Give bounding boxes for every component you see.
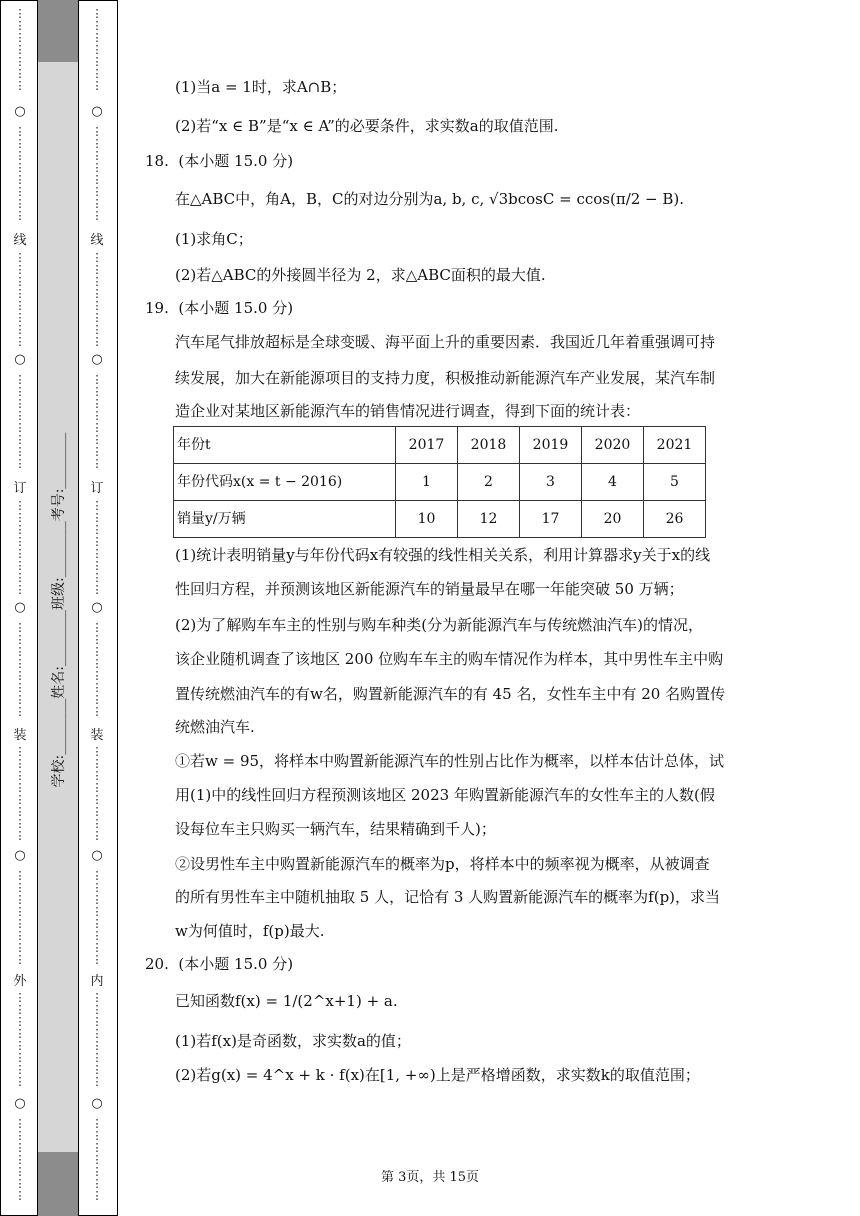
binding-mark-wai: 外 [13,974,27,989]
dotted-line: ⋮ ⋮ ⋮ ⋮ ⋮ ⋮ ⋮ [91,1118,103,1202]
q19-part2-line: 置传统燃油汽车的有w名，购置新能源汽车的有 45 名，女性车主中有 20 名购置传 [175,685,726,703]
table-cell: 2 [458,464,520,501]
q20-part2: (2)若g(x) = 4^x + k · f(x)在[1, +∞)上是严格增函数，求实数k的取值范围； [175,1066,700,1084]
table-cell: 3 [520,464,582,501]
q19-score: (本小题 15.0 分) [178,299,294,317]
circle-mark: ○ [14,848,26,863]
table-cell: 12 [458,501,520,538]
table-cell: 20 [582,501,644,538]
table-cell: 4 [582,464,644,501]
q19-num: 19. [145,299,169,317]
q19-part1-line: 性回归方程，并预测该地区新能源汽车的销量最早在哪一年能突破 50 万辆； [175,580,684,598]
binding-mark-zhuang: 装 [90,728,104,743]
row-label-year: 年份t [174,427,396,464]
q19-stem-line: 造企业对某地区新能源汽车的销售情况进行调查，得到下面的统计表： [175,402,641,420]
q20-num: 20. [145,955,169,973]
dotted-line: ⋮ ⋮ ⋮ ⋮ ⋮ ⋮ ⋮ ⋮ [91,746,103,842]
q18-number [145,150,293,172]
q19-stem-line: 续发展，加大在新能源项目的支持力度，积极推动新能源汽车产业发展，某汽车制 [175,369,716,387]
dotted-line: ⋮ ⋮ ⋮ ⋮ ⋮ ⋮ ⋮ ⋮ [91,500,103,596]
q18-part1: (1)求角C； [175,230,253,248]
dotted-line: ⋮ ⋮ ⋮ ⋮ ⋮ ⋮ ⋮ ⋮ [14,374,26,470]
page-footer: 第 3页，共 15页 [380,1170,480,1185]
q18-stem: 在△ABC中，角A，B，C的对边分别为a, b, c, √3bcosC = ccos(π/2 − B). [175,190,685,208]
binding-mark-xian: 线 [90,233,104,248]
circle-mark: ○ [14,352,26,367]
dotted-line: ⋮ ⋮ ⋮ ⋮ ⋮ ⋮ ⋮ ⋮ [14,500,26,596]
row-label-sales: 销量y/万辆 [174,501,396,538]
q18-score: (本小题 15.0 分) [178,152,294,170]
dotted-line: ⋮ ⋮ ⋮ ⋮ ⋮ ⋮ ⋮ ⋮ [14,126,26,222]
dotted-line: ⋮ ⋮ ⋮ ⋮ ⋮ ⋮ ⋮ ⋮ [91,992,103,1088]
dotted-line: ⋮ ⋮ ⋮ ⋮ ⋮ ⋮ ⋮ ⋮ [91,252,103,348]
circle-mark: ○ [14,1096,26,1111]
q19-sub2-line: w为何值时，f(p)最大. [175,922,325,940]
dotted-line: ⋮ ⋮ ⋮ ⋮ ⋮ ⋮ ⋮ ⋮ [14,992,26,1088]
binding-mark-nei: 内 [90,974,104,989]
right-dash-strip [78,0,116,1216]
circle-mark: ○ [14,600,26,615]
binding-mark-zhuang: 装 [13,728,27,743]
dotted-line: ⋮ ⋮ ⋮ ⋮ ⋮ ⋮ ⋮ ⋮ [91,870,103,966]
q20-stem: 已知函数f(x) = 1/(2^x+1) + a. [175,992,398,1010]
table-row [174,464,706,501]
binding-mark-ding: 订 [13,481,27,496]
q20-number [145,953,293,975]
table-cell: 1 [396,464,458,501]
table-row [174,427,706,464]
dotted-line: ⋮ ⋮ ⋮ ⋮ ⋮ ⋮ ⋮ ⋮ [14,252,26,348]
q19-sub1-line: 用(1)中的线性回归方程预测该地区 2023 年购置新能源汽车的女性车主的人数(假 [175,786,715,804]
q20-score: (本小题 15.0 分) [178,955,294,973]
circle-mark: ○ [91,352,103,367]
circle-mark: ○ [91,600,103,615]
dotted-line: ⋮ ⋮ ⋮ ⋮ ⋮ ⋮ ⋮ ⋮ [14,622,26,718]
q19-part2-line: 该企业随机调查了该地区 200 位购车车主的购车情况作为样本，其中男性车主中购 [175,650,724,668]
q19-sub1-line: 设每位车主只购买一辆汽车，结果精确到千人)； [175,820,496,838]
row-label-code: 年份代码x(x = t − 2016) [174,464,396,501]
left-dash-strip [1,0,39,1216]
q19-part2-line: (2)为了解购车车主的性别与购车种类(分为新能源汽车与传统燃油汽车)的情况， [175,616,703,634]
circle-mark: ○ [91,848,103,863]
q20-part1: (1)若f(x)是奇函数，求实数a的值； [175,1032,411,1050]
q17-part2: (2)若“x ∈ B”是“x ∈ A”的必要条件，求实数a的取值范围. [175,117,559,135]
q19-part1-line: (1)统计表明销量y与年份代码x有较强的线性相关关系，利用计算器求y关于x的线 [175,546,711,564]
circle-mark: ○ [91,104,103,119]
table-cell: 10 [396,501,458,538]
q17-part1: (1)当a = 1时，求A∩B； [175,78,347,96]
table-cell: 2017 [396,427,458,464]
dotted-line: ⋮ ⋮ ⋮ ⋮ ⋮ ⋮ ⋮ [91,8,103,92]
q19-part2-line: 统燃油汽车. [175,718,255,736]
dotted-line: ⋮ ⋮ ⋮ ⋮ ⋮ ⋮ ⋮ ⋮ [14,746,26,842]
q19-number [145,297,293,319]
q19-stem-line: 汽车尾气排放超标是全球变暖、海平面上升的重要因素．我国近几年着重强调可持 [175,333,716,351]
binding-dark-top [38,0,78,62]
table-cell: 26 [644,501,706,538]
binding-mark-ding: 订 [90,481,104,496]
table-row [174,501,706,538]
q19-sub2-line: ②设男性车主中购置新能源汽车的概率为p，将样本中的频率视为概率，从被调查 [175,855,710,873]
sales-table [173,426,706,538]
circle-mark: ○ [91,1096,103,1111]
dotted-line: ⋮ ⋮ ⋮ ⋮ ⋮ ⋮ ⋮ ⋮ [91,622,103,718]
q19-sub2-line: 的所有男性车主中随机抽取 5 人，记恰有 3 人购置新能源汽车的概率为f(p)，求当 [175,888,721,906]
q19-sub1-line: ①若w = 95，将样本中购置新能源汽车的性别占比作为概率，以样本估计总体，试 [175,752,725,770]
dotted-line: ⋮ ⋮ ⋮ ⋮ ⋮ ⋮ ⋮ [14,1118,26,1202]
dotted-line: ⋮ ⋮ ⋮ ⋮ ⋮ ⋮ ⋮ ⋮ [14,870,26,966]
dotted-line: ⋮ ⋮ ⋮ ⋮ ⋮ ⋮ ⋮ [14,8,26,92]
table-cell: 2019 [520,427,582,464]
q18-part2: (2)若△ABC的外接圆半径为 2，求△ABC面积的最大值. [175,266,546,284]
q18-num: 18. [145,152,169,170]
table-cell: 5 [644,464,706,501]
student-info-area [44,400,72,820]
binding-mark-xian: 线 [13,233,27,248]
dotted-line: ⋮ ⋮ ⋮ ⋮ ⋮ ⋮ ⋮ ⋮ [91,374,103,470]
table-cell: 2021 [644,427,706,464]
table-cell: 2018 [458,427,520,464]
binding-margin [0,0,118,1216]
student-info-fields: 学校:________姓名:________班级:________考号:________ [51,432,67,788]
table-cell: 17 [520,501,582,538]
table-cell: 2020 [582,427,644,464]
circle-mark: ○ [14,104,26,119]
dotted-line: ⋮ ⋮ ⋮ ⋮ ⋮ ⋮ ⋮ ⋮ [91,126,103,222]
